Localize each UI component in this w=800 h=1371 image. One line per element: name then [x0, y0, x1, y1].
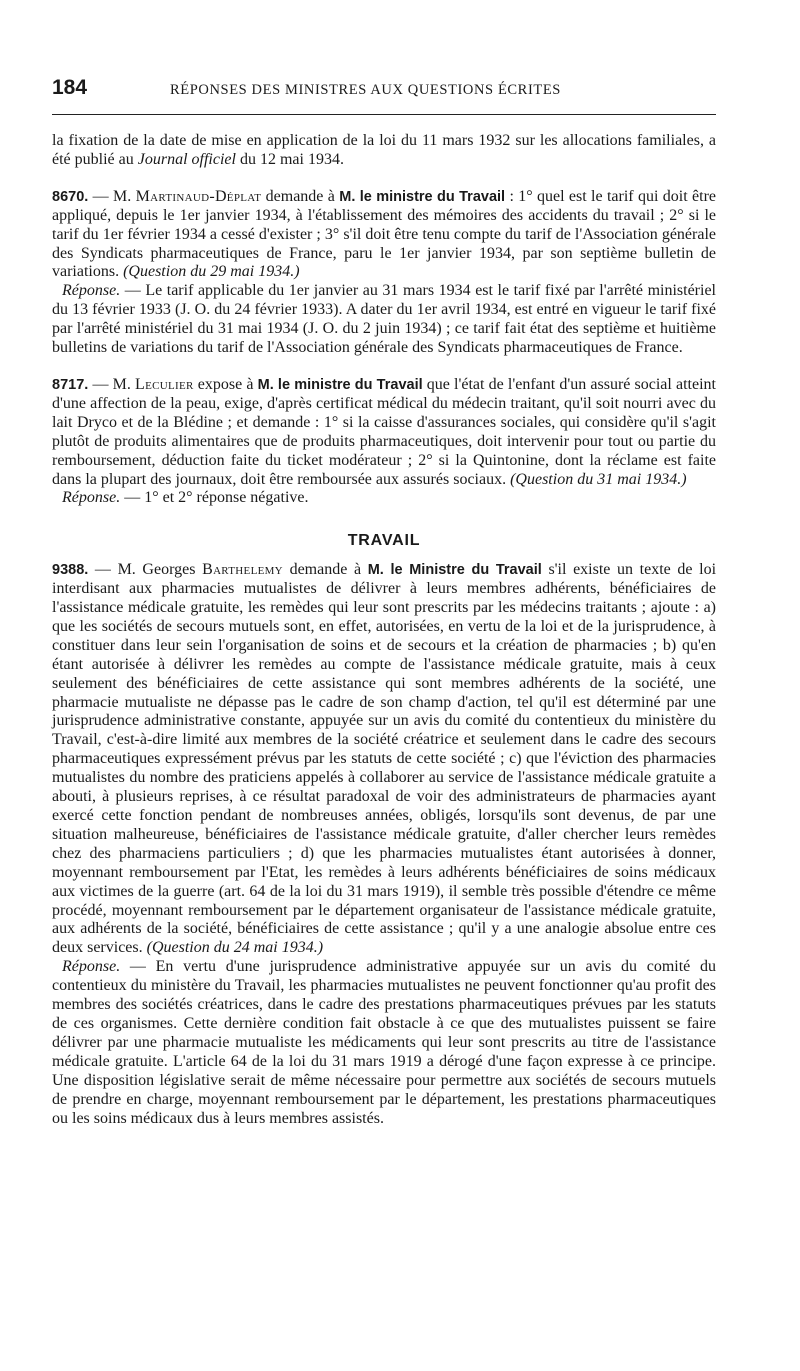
- question-date: (Question du 29 mai 1934.): [123, 263, 300, 281]
- intro-paragraph: la fixation de la date de mise en application de la loi du 11 mars 1932 sur les allocations familiales, a été publié au Journal officiel du 12 mai 1934.: [52, 132, 716, 168]
- minister-name: M. le Ministre du Travail: [367, 562, 542, 579]
- question-date: (Question du 24 mai 1934.): [146, 939, 324, 957]
- question-number: 8670.: [52, 188, 89, 205]
- body-text: [52, 132, 716, 1128]
- minister-name: M. le ministre du Travail: [339, 188, 506, 205]
- minister-name: M. le ministre du Travail: [257, 376, 423, 393]
- question-8670: 8670. — M. Martinaud-Déplat demande à M. le ministre du Travail : 1° quel est le tarif qui doit être appliqué, depuis le 1er janvier 1934, à l'établissement des mémoires des accidents du travail ; 2° si le tarif du 1er février 1934 a cessé d'exister ; 3° s'il doit être tenu compte du tarif de l'Association générale des Syndicats pharmaceutiques de France, paru le 1er janvier 1934, par son septième bulletin de variations. (Question du 29 mai 1934.): [52, 187, 716, 281]
- question-number: 9388.: [52, 562, 89, 579]
- reponse-8670: Réponse. — Le tarif applicable du 1er janvier au 31 mars 1934 est le tarif fixé par l'arrêté ministériel du 13 février 1933 (J. O. du 24 février 1933). A dater du 1er avril 1934, est entré en vigueur le tarif fixé par l'arrêté ministériel du 31 mai 1934 (J. O. du 2 juin 1934) ; ce tarif fait état des septième et huitième bulletins de variations du tarif de l'Association générale des Syndicats pharmaceutiques de France.: [52, 282, 716, 357]
- reponse-label: Réponse.: [62, 282, 121, 300]
- section-title: TRAVAIL: [347, 532, 421, 550]
- running-title: RÉPONSES DES MINISTRES AUX QUESTIONS ÉCRITES: [170, 82, 561, 98]
- deputy-name: Leculier: [135, 375, 194, 393]
- page-header: [52, 76, 716, 102]
- reponse-label: Réponse.: [62, 958, 121, 976]
- reponse-8717: Réponse. — 1° et 2° réponse négative.: [62, 489, 309, 507]
- journal-title: Journal officiel: [137, 150, 236, 168]
- reponse-label: Réponse.: [62, 489, 121, 507]
- question-number: 8717.: [52, 376, 89, 393]
- deputy-name: Barthelemy: [202, 561, 283, 579]
- header-rule: [52, 114, 716, 115]
- question-8717: 8717. — M. Leculier expose à M. le ministre du Travail que l'état de l'enfant d'un assuré social atteint d'une affection de la peau, exige, d'après certificat médical du médecin traitant, qu'il soit nourri avec du lait Dryco et de la Blédine ; et demande : 1° si la caisse d'assurances sociales, qui considère qu'il s'agit plutôt de produits alimentaires que de produits pharmaceutiques, doit intervenir pour tout ou partie du remboursement, déduction faite du ticket modérateur ; 2° si la Quintonine, dont la réclame est faite dans la plupart des journaux, doit être remboursée aux assurés sociaux. (Question du 31 mai 1934.): [52, 375, 716, 488]
- question-date: (Question du 31 mai 1934.): [510, 470, 687, 488]
- reponse-9388: Réponse. — En vertu d'une jurisprudence administrative appuyée sur un avis du comité du contentieux du ministère du Travail, les pharmacies mutualistes ne peuvent fonctionner qu'au profit des membres des sociétés créatrices, dans le cadre des prestations pharmaceutiques prévues par les statuts de ces organismes. Cette dernière condition fait obstacle à ce que des mutualistes puissent se faire délivrer par une pharmacie mutualiste les médicaments qui leur sont prescrits au titre de l'assistance médicale gratuite. L'article 64 de la loi du 31 mars 1919 a dérogé d'une façon expresse à ce principe. Une disposition législative serait de même nécessaire pour permettre aux sociétés de secours mutuels de prendre en charge, moyennant remboursement par le département, les prestations pharmaceutiques ou les soins médicaux dus à leurs membres assistés.: [52, 958, 716, 1127]
- question-9388: 9388. — M. Georges Barthelemy demande à M. le Ministre du Travail s'il existe un texte de loi interdisant aux pharmacies mutualistes de délivrer à leurs membres adhérents, bénéficiaires de l'assistance médicale gratuite, les remèdes qui leur sont prescrits par les médecins traitants ; ajoute : a) que les sociétés de secours mutuels sont, en effet, autorisées, en vertu de la loi et de la jurisprudence, à constituer dans leur sein l'organisation de soins et de secours et la création de pharmacies ; b) qu'en étant autorisée à délivrer les remèdes au compte de l'assistance médicale gratuite, mais à ceux seulement des bénéficiaires de cette assistance qui sont membres adhérents de la société, une pharmacie mutualiste ne dépasse pas le cadre de son champ d'action, tel qu'il est déterminé par une jurisprudence administrative constante, appuyée sur un avis du comité du contentieux du ministère du Travail, c'est-à-dire limité aux membres de la société créatrice et seulement dans le cadre des secours pharmaceutiques expressément prévus par les statuts de cette société ; c) que l'éviction des pharmacies mutualistes du nombre des praticiens appelés à collaborer au service de l'assistance médicale gratuite a abouti, à plusieurs reprises, à ce résultat paradoxal de voir des administrateurs de pharmacies ayant exercé cette fonction pendant de nombreuses années, obligés, lorsqu'ils sont devenus, de par une situation malheureuse, bénéficiaires de l'assistance médicale gratuite, d'aller chercher leurs remèdes chez des pharmaciens particuliers ; d) que les pharmacies mutualistes étant autorisées à donner, moyennant remboursement par l'Etat, les remèdes à leurs adhérents bénéficiaires de soins médicaux aux victimes de la guerre (art. 64 de la loi du 31 mars 1919), il semble très possible d'étendre ce même procédé, moyennant remboursement par le département organisateur de l'assistance médicale gratuite, aux adhérents de la société, bénéficiaires de cette assistance ; qu'il y a une analogie absolue entre ces deux services. (Question du 24 mai 1934.): [52, 561, 717, 957]
- deputy-name: Martinaud-Déplat: [135, 187, 262, 205]
- page-number: 184: [52, 76, 88, 99]
